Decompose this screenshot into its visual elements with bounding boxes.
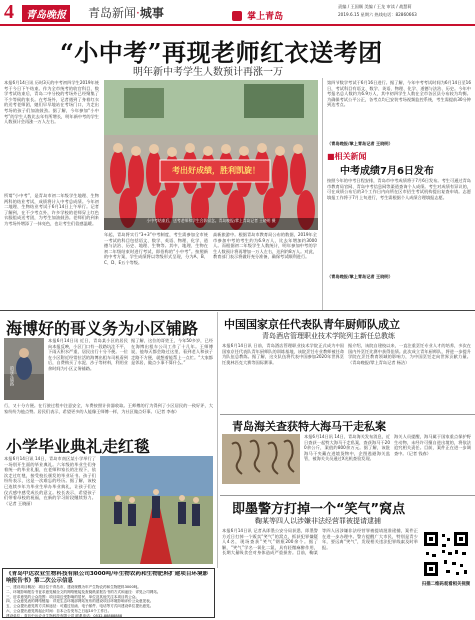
lead-photo-image — [104, 80, 318, 230]
photo-banner-text: 考出好成绩，胜利凯旋！ — [172, 166, 260, 175]
legal-notice-line: 四、公众意见表的网络链接：详见生态环境部网站发布的建设项目环境影响评价公众意见表。 — [6, 599, 154, 604]
story6-subtitle: 鞠某等四人以涉嫌非法经营罪被提请逮捕 — [255, 517, 381, 525]
right-col-byline: （青岛晚报/掌上青岛记者 王晓明） — [327, 141, 393, 146]
legal-notice-line: 二、环境影响报告书征求意见稿全文的网络链接及查阅纸质报告书的方式和途径：详见公司网站。 — [6, 589, 161, 594]
story5-body-a: 本报6月14日讯 14日，青岛海关发布消息，近日查获一起特大海马干走私案，查获海马干200余公斤，案值约800余万元。据了解，该批海马干夹藏在进境货物中，企图逃避海关监管，被海关关员通过X光机查验发现。 — [304, 434, 390, 462]
story5-body-b: 海关人员提醒，海马属于国家重点保护野生动物，未经许可擅自进出境的，将依法追究相关责任。目前，案件正在进一步调查中。（记者 钱春） — [394, 434, 471, 456]
story6-title: 即墨警方打掉一个“笑气”窝点 — [232, 502, 406, 517]
lead-body-col3: 年起，青岛将实行“3+3”中考制度，考生需参加全市统一考试的科目包括语文、数学、英语、物理、化学、道德与法治、历史、地理、生物等。其中，地理、生物在初二年级结束时进行考试，即俗称的“小中考”。按照新的中考方案，学生成绩将以等级形式呈现，分为A、B、C、D、E五个等级。 — [104, 232, 208, 265]
story3-photo-image — [100, 456, 213, 564]
related-title: 中考成绩7月6日发布 — [340, 166, 434, 177]
legal-notice-line: 五、公众提出意见的方式和途径：可通过信函、电子邮件、电话等方式向建设单位提出意见。 — [6, 604, 154, 609]
meta-line-2: 2019.6.15 星期六 热线电话：82860663 — [338, 12, 417, 17]
related-body: 按照今年的中考日程安排，青岛市中考成绩将于7月6日发布。考生可通过青岛市教育局官网、青岛中考信息网等渠道查询个人成绩。考生对成绩有异议的，可在成绩公布后的3个工作日内向所在区市招生考试机构提出复查申请。志愿填报工作将于7月上旬进行，考生需根据个人成绩合理填报志愿。 — [327, 178, 471, 200]
story6-qr-code[interactable] — [422, 530, 470, 578]
story4-subtitle: 青岛酒店管理职业技术学院列主新任总教练 — [262, 332, 395, 340]
meta-line-1: 责编 / 王国顺 美编 / 王龙 审读 / 战慧莉 — [338, 4, 412, 9]
lead-body-col2: 所谓“小中考”，是青岛市初二年级学生地理、生物两科的结业考试，成绩将计入中考总成绩。今年初二地理、生物结业考试于6月14日上午举行。记者了解到，在不少考点外，许多学校的老师穿上红色衣服组成送考团，为考生加油鼓劲。老师们的到来为考场外增添了一抹亮色，也让考生们倍感温暖。 — [4, 193, 99, 226]
story5-photo — [222, 434, 300, 484]
section-divider — [0, 310, 475, 311]
column-divider — [322, 78, 323, 310]
story2-side-caption: 的哥在铺路 — [10, 366, 15, 386]
right-col-body: 第四节数学考试于6月16日进行。据了解，今年中考考试时间为6月14日至16日，考试科目有语文、数学、英语、物理、化学、道德与法治、历史。今年中考报名总人数约为6.9万人，其中初四学生人数在全市各区县分布较为均衡。为确保考试公平公正，各考点均已安装考场视频监控系统，考生需提前30分钟到达考点。 — [327, 80, 471, 108]
legal-notice-line: 一、建设项目概况：项目位于青岛市，建设规模为年产生物农药和生物肥料3000吨。 — [6, 585, 141, 589]
story5-divider — [220, 495, 475, 496]
story4-title: 中国国家京任代表队青年厨师队成立 — [224, 318, 400, 331]
legal-notice-contact: 建设单位：青岛中达农业生物科技有限公司 联系电话：0532-88888888 — [6, 613, 123, 618]
legal-notice — [2, 568, 215, 618]
story5-title: 青岛海关查获特大海马干走私案 — [232, 420, 386, 433]
story5-photo-image — [222, 434, 300, 484]
story4-body-a: 本报6月14日讯 日前，青岛酒店管理职业技术学院正式成为中国国家京任代表队青年厨师队的训练基地，该院烹饪专业教师被任命为队伍总教练。据了解，这支队伍将代表中国参加2020年世界烹饪奥林匹克大赛等国际赛事。 — [222, 343, 344, 365]
lower-column-divider — [217, 312, 218, 568]
section-label: 青岛新闻 — [88, 6, 137, 20]
masthead-rule — [0, 24, 475, 26]
photo-caption: 小中考结束后，送考老师和学生合影留念。青岛晚报/掌上青岛记者 王晓明 摄 — [104, 218, 318, 230]
paper-logo: 青岛晚报 — [22, 5, 70, 22]
lead-body-col4: 高新旅游中。根据青岛市教育局公布的数据，2019年全市参加中考的考生约为6.9万人，比去年增加约3000人。而根据初二年级学生人数统计，明年参加中考的学生人数预计将再增加一万人左右，达到约8万人。对此，教育部门表示将做好充分准备，确保考试顺利进行。 — [213, 232, 317, 260]
story2-body-c: 行，又十分方便。在行驶过程中注意安全，车费按照计价器收取。王师傅的行为得到了小区居民的一致好评，大家纷纷为他点赞。居民们表示，希望更多的人能像王师傅一样，为社区做点好事。（记者 李春） — [4, 403, 213, 414]
legal-notice-title: 《青岛中达农业生物科技有限公司3000吨/年生物农药和生物肥料扩建项目环境影响报告书》第二次公示信息 — [6, 571, 209, 584]
lead-title: “小中考”再现老师红衣送考团 — [60, 38, 383, 67]
story6-body: 本报6月14日讯 记者从即墨公安分局获悉，即墨警方近日打掉一个贩卖“笑气”的窝点，抓获犯罪嫌疑人4名，现场查获“笑气”钢瓶200余个。据了解，“笑气”学名一氧化二氮，具有轻微麻醉作用，长期大量吸食会对身体造成严重损害。目前，鞠某等四人因涉嫌非法经营罪被提请批准逮捕，案件正在进一步办理中。警方提醒广大市民，特别是青少年，要远离“笑气”，发现相关违法犯罪线索及时举报。 — [222, 528, 418, 556]
app-name: 掌上青岛 — [247, 12, 284, 22]
story2-body-a: 本报6月14日讯 近日，青岛某小区的居民向本报反映，小区门口有一段路坑洼不平，下雨天积水严重，居民出行十分不便。一位在小区附近经常拉活的海博出租车司机看到后，自费购买了水泥、沙子等材料，利用业余时间为小区义务铺路。 — [48, 338, 128, 371]
lead-body-col1: 本报6月14日讯 历时3天的中考初四学生2019年统考于今日下午结束。作为全市统考的收官科目，数学考试结束后，青岛二中分校的考场外已经聚集了不少等候的家长。在考场外，记者遇到了身着红衣的送考老师团，她们早早地站在考场门口，为走出考场的孩子们加油鼓劲。据了解，今年参加“小中考”的学生人数比去年有所增长，明年新中考的学生人数预计会再涨一万人左右。 — [4, 80, 99, 125]
story4-divider — [220, 414, 475, 415]
lead-subtitle: 明年新中考学生人数预计再涨一万 — [133, 67, 283, 78]
page-number: 4 — [4, 1, 14, 23]
story2-photo — [4, 338, 44, 400]
qr-code-icon — [422, 530, 470, 578]
story3-photo — [100, 456, 213, 564]
app-logo-icon — [232, 11, 242, 21]
related-label: ■相关新闻 — [327, 152, 367, 161]
app-badge — [232, 5, 283, 24]
masthead — [0, 0, 475, 26]
story2-title: 海博好的哥义务为小区铺路 — [6, 319, 199, 338]
section-sub-label: 城事 — [139, 6, 164, 20]
section-name: 青岛新闻·城事 — [88, 6, 164, 20]
related-byline: （青岛晚报/掌上青岛记者 王晓明） — [327, 274, 393, 279]
story4-body-b: 据介绍，该院自建校以来，一直注重烹饪专业人才的培养，多次在国内外烹饪比赛中获得佳绩。此次成立青年厨师队，将进一步提升学院在烹饪教育领域的影响力，为中国烹饪走向世界贡献力量。（青岛晚报/掌上青岛记者 杨洁） — [348, 343, 471, 365]
story6-qr-caption: 扫描二维码观看相关视频 — [421, 582, 471, 587]
legal-notice-line: 三、征求意见的公众范围：项目周边受影响的居民、单位及其他关注本项目的公众。 — [6, 594, 139, 599]
story3-body: 本报6月14日讯 14日，青岛市南区某小学举行了一场别开生面的毕业典礼。六年级的毕业生们身着统一的毕业礼服，在老师和家长的注视下，依次走过红毯，接受校长颁发的毕业证书。孩子们纷纷表示，这是一次难忘的经历。据了解，该校已连续多年为毕业生举办毕业典礼，让孩子们在仪式感中感受成长的意义。校长表示，希望孩子们带着母校的祝福，在新的学习阶段继续努力。（记者 王晓丽） — [4, 456, 96, 506]
story2-body-b: 据了解，这位的哥姓王，今年50多岁，已经在海博出租车公司工作了十几年。王师傅说，他每天都会路过这里，看到老人和孩子走路不方便，就想着能帮上一点忙。“大家都是邻居，做点小事不算什么。” — [131, 338, 213, 366]
story3-title: 小学毕业典礼走红毯 — [6, 437, 151, 456]
legal-notice-line: 六、公众提出意见的起止时间：自本公告发布之日起10个工作日。 — [6, 608, 112, 613]
lead-photo — [104, 80, 318, 230]
